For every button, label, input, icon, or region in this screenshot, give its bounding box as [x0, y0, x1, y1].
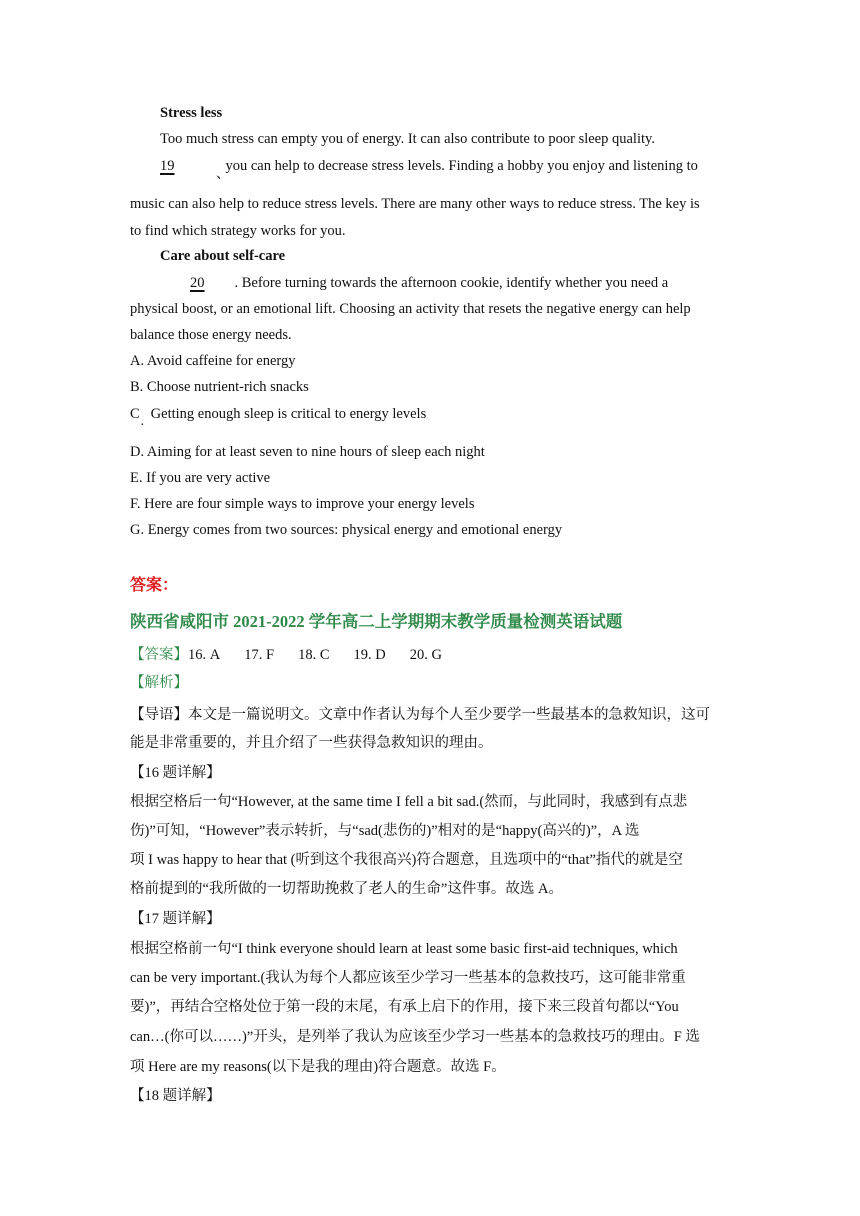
q17-line: 要)”，再结合空格处位于第一段的末尾，有承上启下的作用，接下来三段首句都以“You [130, 999, 679, 1015]
q17-line: 项 Here are my reasons(以下是我的理由)符合题意。故选 F。 [130, 1059, 506, 1075]
q16-line: 根据空格后一句“However, at the same time I fell a bit sad.(然而，与此同时，我感到有点悲 [130, 794, 688, 810]
q17-line: can…(你可以……)”开头，是列举了我认为应该至少学习一些基本的急救技巧的理由。F 选 [130, 1029, 700, 1045]
answer-label: 答案： [130, 577, 179, 594]
answer-18: 18. C [298, 647, 330, 663]
option-b: B. Choose nutrient-rich snacks [130, 379, 309, 395]
answer-20: 20. G [409, 647, 442, 663]
paragraph-line: balance those energy needs. [130, 327, 292, 343]
heading-care-about-self-care: Care about self-care [160, 248, 286, 264]
q16-line: 伤)”可知，“However”表示转折，与“sad(悲伤的)”相对的是“happy(高兴的)”，A 选 [130, 823, 640, 839]
q17-line: can be very important.(我认为每个人都应该至少学习一些基本的急救技巧，这可能非常重 [130, 970, 686, 986]
q16-line: 项 I was happy to hear that (听到这个我很高兴)符合题意，且选项中的“that”指代的就是空 [130, 852, 683, 868]
q17-heading: 【17 题详解】 [130, 911, 221, 927]
paragraph-line: music can also help to reduce stress levels. There are many other ways to reduce stress. The key is [130, 196, 700, 212]
option-d: D. Aiming for at least seven to nine hours of sleep each night [130, 444, 485, 460]
q16-line: 格前提到的“我所做的一切帮助挽救了老人的生命”这件事。故选 A。 [130, 881, 563, 897]
answer-tag: 【答案】 [130, 647, 188, 663]
intro-line: 【导语】本文是一篇说明文。文章中作者认为每个人至少要学一些最基本的急救知识，这可 [130, 707, 710, 723]
heading-stress-less: Stress less [160, 105, 223, 121]
q17-line: 根据空格前一句“I think everyone should learn at least some basic first-aid techniques, which [130, 941, 678, 957]
exam-title: 陕西省咸阳市 2021-2022 学年高二上学期期末教学质量检测英语试题 [130, 612, 623, 631]
option-a: A. Avoid caffeine for energy [130, 353, 296, 369]
option-g: G. Energy comes from two sources: physical energy and emotional energy [130, 522, 563, 538]
answer-16: 16. A [188, 647, 221, 663]
option-c: C Getting enough sleep is critical to energy levels [130, 406, 427, 422]
answer-line [130, 645, 730, 665]
paragraph-line: physical boost, or an emotional lift. Choosing an activity that resets the negative energy can help [130, 301, 691, 317]
paragraph-line: Too much stress can empty you of energy. It can also contribute to poor sleep quality. [160, 131, 655, 147]
stray-comma-mark: 、 [216, 167, 230, 182]
paragraph-line-blank-20: 20 . Before turning towards the afternoon cookie, identify whether you need a [160, 273, 730, 293]
analysis-tag: 【解析】 [130, 675, 188, 691]
q16-heading: 【16 题详解】 [130, 765, 221, 781]
blank-20: 20 [190, 275, 205, 291]
answer-19: 19. D [353, 647, 386, 663]
option-f: F. Here are four simple ways to improve your energy levels [130, 496, 475, 512]
answer-17: 17. F [244, 647, 275, 663]
paragraph-line-blank-19: 19 you can help to decrease stress levels. Finding a hobby you enjoy and listening to [130, 156, 730, 176]
option-e: E. If you are very active [130, 470, 271, 486]
q18-heading: 【18 题详解】 [130, 1088, 221, 1104]
blank-19: 19 [160, 158, 175, 174]
paragraph-line: to find which strategy works for you. [130, 223, 346, 239]
option-c-dot: · [140, 418, 145, 433]
intro-line: 能是非常重要的，并且介绍了一些获得急救知识的理由。 [130, 735, 493, 751]
